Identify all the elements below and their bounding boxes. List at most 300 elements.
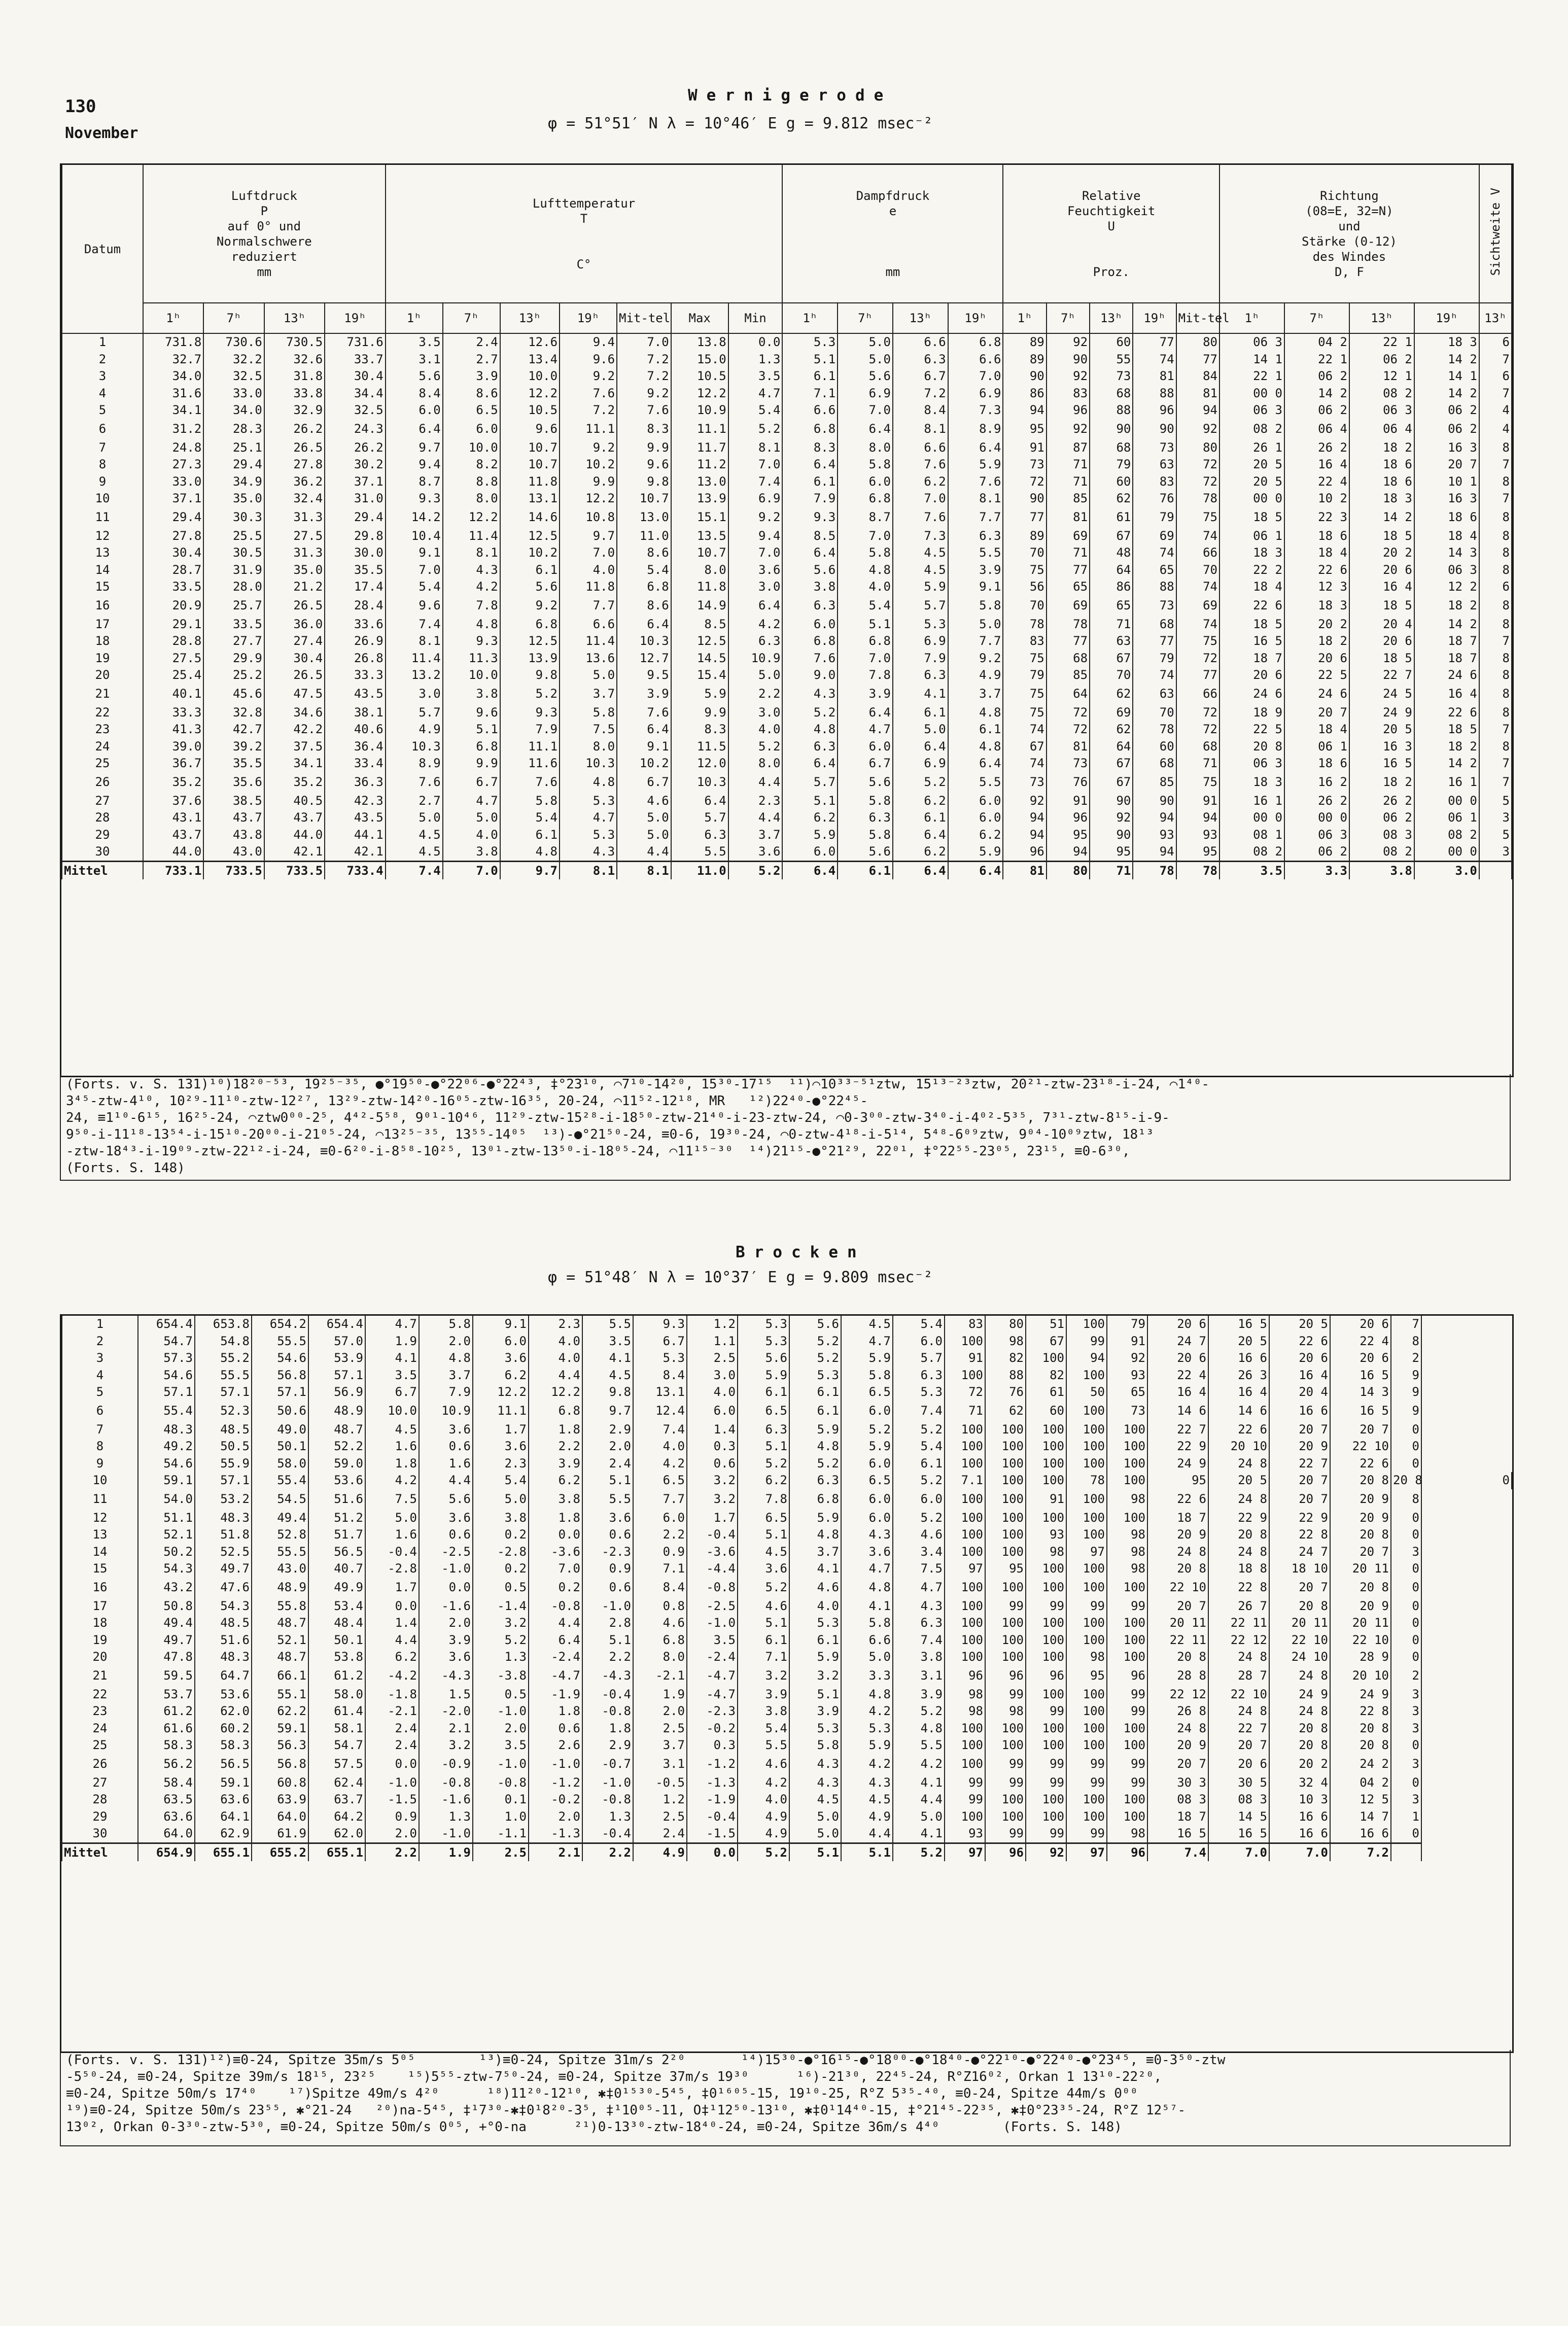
value-cell: 8	[1391, 1489, 1421, 1510]
value-cell: 100	[985, 1808, 1026, 1826]
value-cell: 18 10	[1269, 1560, 1330, 1578]
value-cell: 56.9	[308, 1384, 365, 1401]
table-row	[62, 1384, 1512, 1401]
day-cell: 8	[62, 1438, 138, 1455]
value-cell: 4.5	[893, 544, 948, 562]
value-cell: 12 1	[1349, 368, 1414, 385]
value-cell: 0.3	[687, 1438, 738, 1455]
value-cell: 20 6	[1284, 650, 1349, 667]
value-cell: 5.6	[782, 562, 838, 579]
value-cell: 22 1	[1349, 333, 1414, 351]
value-cell: 3.6	[841, 1544, 893, 1561]
value-cell: 12.6	[500, 333, 560, 351]
day-cell: 20	[62, 1649, 138, 1666]
value-cell: 32.8	[203, 704, 264, 722]
mittel-value: 3.0	[1414, 861, 1479, 879]
mittel-value: 7.4	[386, 861, 443, 879]
value-cell: 13.4	[500, 351, 560, 368]
value-cell: 20 6	[1208, 1754, 1269, 1774]
value-cell: 4.2	[365, 1472, 419, 1489]
value-cell: 9.9	[443, 755, 500, 772]
value-cell: 22 10	[1330, 1438, 1391, 1455]
header-sichtweite	[1479, 165, 1512, 303]
value-cell: 72	[945, 1384, 985, 1401]
value-cell: 50.1	[252, 1438, 308, 1455]
value-cell: 1	[1391, 1808, 1421, 1826]
day-cell: 20	[62, 667, 143, 684]
value-cell: 00 0	[1414, 843, 1479, 861]
header-datum: Datum	[62, 165, 143, 333]
value-cell: 24 6	[1284, 684, 1349, 704]
value-cell: 90	[1133, 793, 1176, 810]
value-cell: 8.0	[671, 562, 728, 579]
value-cell: 4.4	[893, 1791, 945, 1808]
value-cell: 43.5	[325, 809, 385, 827]
value-cell: 5.2	[789, 1333, 841, 1350]
value-cell: 93	[1133, 827, 1176, 844]
value-cell: 3.8	[473, 1510, 529, 1527]
value-cell: 16 6	[1269, 1825, 1330, 1843]
value-cell: 48.7	[252, 1615, 308, 1632]
value-cell: 6.7	[838, 755, 893, 772]
table-row	[62, 772, 1512, 793]
value-cell: 4.0	[560, 562, 617, 579]
value-cell: 9.9	[560, 473, 617, 491]
value-cell: 29.4	[203, 456, 264, 473]
value-cell: 0.6	[582, 1526, 633, 1544]
value-cell: 0.2	[473, 1526, 529, 1544]
value-cell: 7.7	[948, 507, 1003, 528]
value-cell: 10.4	[386, 528, 443, 545]
value-cell: 5.3	[633, 1350, 687, 1367]
value-cell: 71	[1176, 755, 1219, 772]
value-cell: 59.1	[195, 1774, 252, 1792]
value-cell: 77	[1133, 333, 1176, 351]
value-cell: 31.3	[264, 507, 325, 528]
value-cell: 35.5	[325, 562, 385, 579]
value-cell: 20 7	[1269, 1489, 1330, 1510]
value-cell: 78	[1066, 1472, 1107, 1489]
value-cell: 2	[1391, 1666, 1421, 1686]
value-cell: 91	[1003, 439, 1046, 457]
data-table-brocken	[61, 1316, 1512, 1861]
value-cell: 14 3	[1330, 1384, 1391, 1401]
value-cell: 4.6	[617, 793, 671, 810]
value-cell: 18 5	[1414, 721, 1479, 738]
value-cell: 72	[1047, 704, 1090, 722]
value-cell: 100	[1066, 1808, 1107, 1826]
value-cell: 55.4	[252, 1472, 308, 1489]
value-cell: 18 9	[1219, 704, 1284, 722]
value-cell: 2.3	[529, 1316, 582, 1333]
value-cell: 7.0	[728, 456, 783, 473]
value-cell: 28.4	[325, 596, 385, 616]
value-cell: 20 6	[1147, 1316, 1208, 1333]
mittel-value: 2.2	[582, 1843, 633, 1861]
value-cell: 0	[1421, 1472, 1512, 1489]
value-cell: 18 6	[1414, 507, 1479, 528]
value-cell: 70	[1003, 544, 1046, 562]
value-cell: 2.4	[443, 333, 500, 351]
value-cell: 1.3	[728, 351, 783, 368]
value-cell: 99	[985, 1825, 1026, 1843]
value-cell: 24 9	[1269, 1686, 1330, 1703]
value-cell: 57.1	[308, 1367, 365, 1384]
value-cell: 38.5	[203, 793, 264, 810]
value-cell: 3.9	[893, 1686, 945, 1703]
value-cell: 47.5	[264, 684, 325, 704]
value-cell: 3.3	[841, 1666, 893, 1686]
value-cell: 8	[1479, 650, 1512, 667]
value-cell: -0.2	[529, 1791, 582, 1808]
value-cell: 77	[1133, 633, 1176, 650]
value-cell: 22 6	[1219, 596, 1284, 616]
value-cell: 20 5	[1219, 456, 1284, 473]
value-cell: 58.0	[308, 1686, 365, 1703]
value-cell: 5.9	[789, 1510, 841, 1527]
value-cell: 98	[985, 1333, 1026, 1350]
value-cell: 6.5	[443, 402, 500, 419]
value-cell: 26 2	[1284, 439, 1349, 457]
value-cell: 4.7	[893, 1578, 945, 1598]
value-cell: 731.6	[325, 333, 385, 351]
value-cell: 33.5	[143, 578, 203, 596]
value-cell: 76	[1047, 772, 1090, 793]
value-cell: 5	[1479, 827, 1512, 844]
mittel-value: 7.0	[1269, 1843, 1330, 1861]
value-cell: 100	[945, 1598, 985, 1615]
table-row	[62, 1703, 1512, 1720]
value-cell: 27.7	[203, 633, 264, 650]
value-cell: 8	[1479, 667, 1512, 684]
value-cell: 61.2	[138, 1703, 195, 1720]
value-cell: 90	[1090, 827, 1133, 844]
value-cell: 18 2	[1414, 596, 1479, 616]
value-cell: 42.2	[264, 721, 325, 738]
value-cell: 21.2	[264, 578, 325, 596]
value-cell: 27.4	[264, 633, 325, 650]
value-cell: 25.2	[203, 667, 264, 684]
value-cell: 89	[1003, 351, 1046, 368]
value-cell: 654.4	[308, 1316, 365, 1333]
value-cell: 33.5	[203, 616, 264, 633]
value-cell: 52.1	[138, 1526, 195, 1544]
table-row	[62, 562, 1512, 579]
value-cell: 5.1	[582, 1472, 633, 1489]
value-cell: 4.4	[529, 1367, 582, 1384]
value-cell: 5.8	[838, 793, 893, 810]
mittel-value: 6.4	[948, 861, 1003, 879]
value-cell: 61	[1090, 507, 1133, 528]
value-cell: 53.4	[308, 1598, 365, 1615]
value-cell: 55.5	[252, 1544, 308, 1561]
value-cell: 90	[1133, 419, 1176, 439]
value-cell: 06 4	[1284, 419, 1349, 439]
value-cell: -0.4	[365, 1544, 419, 1561]
value-cell: -0.9	[419, 1754, 473, 1774]
value-cell: 31.2	[143, 419, 203, 439]
table-brocken	[60, 1314, 1514, 2053]
value-cell: 79	[1090, 456, 1133, 473]
value-cell: 6.0	[386, 402, 443, 419]
value-cell: 6.9	[948, 385, 1003, 402]
value-cell: 7.5	[560, 721, 617, 738]
value-cell: -2.4	[687, 1649, 738, 1666]
value-cell: 26.5	[264, 596, 325, 616]
value-cell: 5.3	[893, 1384, 945, 1401]
value-cell: 44.0	[143, 843, 203, 861]
value-cell: 5.3	[560, 827, 617, 844]
value-cell: 20 5	[1208, 1472, 1269, 1489]
hour-header: 7ʰ	[203, 303, 264, 333]
value-cell: -1.5	[687, 1825, 738, 1843]
value-cell: 22 4	[1147, 1367, 1208, 1384]
value-cell: 91	[945, 1350, 985, 1367]
value-cell: 99	[985, 1598, 1026, 1615]
value-cell: 22 6	[1284, 562, 1349, 579]
day-cell: 27	[62, 1774, 138, 1792]
value-cell: 12.5	[671, 633, 728, 650]
value-cell: 6.4	[782, 755, 838, 772]
value-cell: 30.4	[264, 650, 325, 667]
value-cell: -1.2	[687, 1754, 738, 1774]
value-cell: -0.8	[582, 1791, 633, 1808]
value-cell: 24 7	[1147, 1333, 1208, 1350]
day-cell: 11	[62, 507, 143, 528]
value-cell: 13.1	[500, 490, 560, 507]
value-cell: 06 1	[1219, 528, 1284, 545]
value-cell: 5.3	[738, 1333, 789, 1350]
value-cell: 27.5	[264, 528, 325, 545]
value-cell: 74	[1176, 528, 1219, 545]
value-cell: 6.4	[948, 755, 1003, 772]
day-cell: 6	[62, 1401, 138, 1421]
value-cell: -4.3	[419, 1666, 473, 1686]
value-cell: 95	[1147, 1472, 1208, 1489]
value-cell: 100	[1026, 1421, 1066, 1439]
hour-header: 1ʰ	[782, 303, 838, 333]
value-cell: 87	[1047, 439, 1090, 457]
table-row	[62, 439, 1512, 457]
value-cell: 31.6	[143, 385, 203, 402]
value-cell: 06 3	[1284, 827, 1349, 844]
table-row	[62, 456, 1512, 473]
value-cell: 0.0	[365, 1598, 419, 1615]
value-cell: 26 2	[1349, 793, 1414, 810]
table-row	[62, 1774, 1512, 1792]
value-cell: 1.8	[529, 1703, 582, 1720]
hour-header: 1ʰ	[386, 303, 443, 333]
value-cell: 18 7	[1414, 633, 1479, 650]
value-cell: 62.2	[252, 1703, 308, 1720]
value-cell: 53.2	[195, 1489, 252, 1510]
value-cell: 60	[1090, 473, 1133, 491]
header-lufttemperatur	[386, 165, 783, 303]
table-body-wernigerode	[62, 333, 1512, 861]
value-cell: 99	[1026, 1774, 1066, 1792]
value-cell: 49.2	[138, 1438, 195, 1455]
value-cell: 06 1	[1414, 809, 1479, 827]
value-cell: 11.6	[500, 755, 560, 772]
value-cell: 83	[1047, 385, 1090, 402]
value-cell: 80	[1176, 333, 1219, 351]
value-cell: 18 6	[1284, 528, 1349, 545]
value-cell: 7.9	[500, 721, 560, 738]
value-cell: 25.7	[203, 596, 264, 616]
value-cell: 34.9	[203, 473, 264, 491]
value-cell: 9.7	[560, 528, 617, 545]
value-cell: 29.4	[325, 507, 385, 528]
value-cell: 17.4	[325, 578, 385, 596]
value-cell: 0.2	[529, 1578, 582, 1598]
value-cell: 6.6	[782, 402, 838, 419]
value-cell: 00 0	[1219, 809, 1284, 827]
value-cell: 74	[1176, 616, 1219, 633]
value-cell: 00 0	[1414, 793, 1479, 810]
value-cell: 100	[1066, 1438, 1107, 1455]
value-cell: 08 2	[1349, 385, 1414, 402]
value-cell: 6.0	[948, 809, 1003, 827]
value-cell: 94	[1133, 809, 1176, 827]
value-cell: 5.1	[782, 793, 838, 810]
value-cell: 5.9	[738, 1367, 789, 1384]
value-cell: 6.1	[893, 1455, 945, 1473]
value-cell: 8.0	[633, 1649, 687, 1666]
value-cell: 08 2	[1219, 419, 1284, 439]
value-cell: 40.1	[143, 684, 203, 704]
value-cell: 24 5	[1349, 684, 1414, 704]
value-cell: 53.6	[308, 1472, 365, 1489]
value-cell: 35.5	[203, 755, 264, 772]
value-cell: 4.3	[841, 1774, 893, 1792]
value-cell: 12.4	[633, 1401, 687, 1421]
value-cell: 56.5	[195, 1754, 252, 1774]
value-cell: 16 4	[1414, 684, 1479, 704]
value-cell: 3.2	[419, 1737, 473, 1754]
value-cell: 2.0	[582, 1438, 633, 1455]
value-cell: 6.3	[738, 1421, 789, 1439]
value-cell: 18 3	[1284, 596, 1349, 616]
value-cell: 22 12	[1147, 1686, 1208, 1703]
value-cell: 22 1	[1284, 351, 1349, 368]
value-cell: 100	[1066, 1703, 1107, 1720]
value-cell: 76	[1133, 490, 1176, 507]
value-cell: 24 9	[1330, 1686, 1391, 1703]
value-cell: 4.7	[728, 385, 783, 402]
value-cell: 4.9	[386, 721, 443, 738]
value-cell: 6.0	[443, 419, 500, 439]
value-cell: 654.2	[252, 1316, 308, 1333]
value-cell: 78	[1176, 490, 1219, 507]
value-cell: 10.2	[617, 755, 671, 772]
value-cell: 7.1	[782, 385, 838, 402]
value-cell: 8	[1479, 704, 1512, 722]
value-cell: -2.5	[687, 1598, 738, 1615]
value-cell: 5.2	[782, 704, 838, 722]
value-cell: 9.6	[443, 704, 500, 722]
value-cell: 73	[1133, 439, 1176, 457]
value-cell: 00 0	[1219, 385, 1284, 402]
value-cell: 731.8	[143, 333, 203, 351]
value-cell: 4.3	[893, 1598, 945, 1615]
value-cell: 100	[985, 1526, 1026, 1544]
value-cell: 34.0	[203, 402, 264, 419]
value-cell: 51.1	[138, 1510, 195, 1527]
value-cell: 100	[1026, 1510, 1066, 1527]
day-cell: 26	[62, 772, 143, 793]
value-cell: 6.5	[841, 1472, 893, 1489]
value-cell: 10.3	[560, 755, 617, 772]
value-cell: 6.9	[893, 633, 948, 650]
value-cell: -2.1	[365, 1703, 419, 1720]
value-cell: 73	[1003, 456, 1046, 473]
value-cell: 22 2	[1219, 562, 1284, 579]
header-luftdruck: Luftdruck P auf 0° und Normalschwere reduziert mm	[143, 165, 386, 303]
value-cell: 5.2	[738, 1455, 789, 1473]
value-cell: 100	[985, 1438, 1026, 1455]
value-cell: 20 2	[1269, 1754, 1330, 1774]
value-cell: 86	[1003, 385, 1046, 402]
value-cell: 98	[1066, 1649, 1107, 1666]
value-cell: 74	[1133, 544, 1176, 562]
value-cell: 5.9	[948, 456, 1003, 473]
value-cell: 2.7	[386, 793, 443, 810]
value-cell: 9.4	[728, 528, 783, 545]
value-cell: 5.0	[473, 1489, 529, 1510]
value-cell: 95	[1090, 843, 1133, 861]
value-cell: 36.4	[325, 738, 385, 756]
value-cell: -2.0	[419, 1703, 473, 1720]
value-cell: 6.4	[893, 738, 948, 756]
value-cell: 2.5	[633, 1808, 687, 1826]
value-cell: 06 4	[1349, 419, 1414, 439]
value-cell: 4.1	[789, 1560, 841, 1578]
value-cell: 20 6	[1349, 562, 1414, 579]
mittel-value: 1.9	[419, 1843, 473, 1861]
value-cell: 11.8	[560, 578, 617, 596]
value-cell: 4.5	[841, 1316, 893, 1333]
value-cell: 7.2	[617, 368, 671, 385]
value-cell: 95	[985, 1560, 1026, 1578]
value-cell: 10.2	[500, 544, 560, 562]
value-cell: 9	[1391, 1367, 1421, 1384]
value-cell: 20 11	[1330, 1560, 1391, 1578]
value-cell: 40.7	[308, 1560, 365, 1578]
value-cell: 42.1	[264, 843, 325, 861]
value-cell: 85	[1133, 772, 1176, 793]
value-cell: 100	[985, 1632, 1026, 1649]
value-cell: 9.0	[782, 667, 838, 684]
value-cell: 97	[945, 1560, 985, 1578]
value-cell: 28.7	[143, 562, 203, 579]
table-row	[62, 1455, 1512, 1473]
value-cell: 83	[945, 1316, 985, 1333]
value-cell: 71	[1047, 473, 1090, 491]
value-cell: 6.8	[443, 738, 500, 756]
value-cell: 4.2	[728, 616, 783, 633]
mittel-label: Mittel	[62, 1843, 138, 1861]
value-cell: 08 2	[1414, 827, 1479, 844]
value-cell: 100	[1066, 1510, 1107, 1527]
value-cell: 50.5	[195, 1438, 252, 1455]
value-cell: 61.4	[308, 1703, 365, 1720]
value-cell: 28.8	[143, 633, 203, 650]
value-cell: 31.0	[325, 490, 385, 507]
value-cell: 5.5	[738, 1737, 789, 1754]
value-cell: 74	[1003, 721, 1046, 738]
value-cell: -3.8	[473, 1666, 529, 1686]
value-cell: 18 3	[1219, 544, 1284, 562]
